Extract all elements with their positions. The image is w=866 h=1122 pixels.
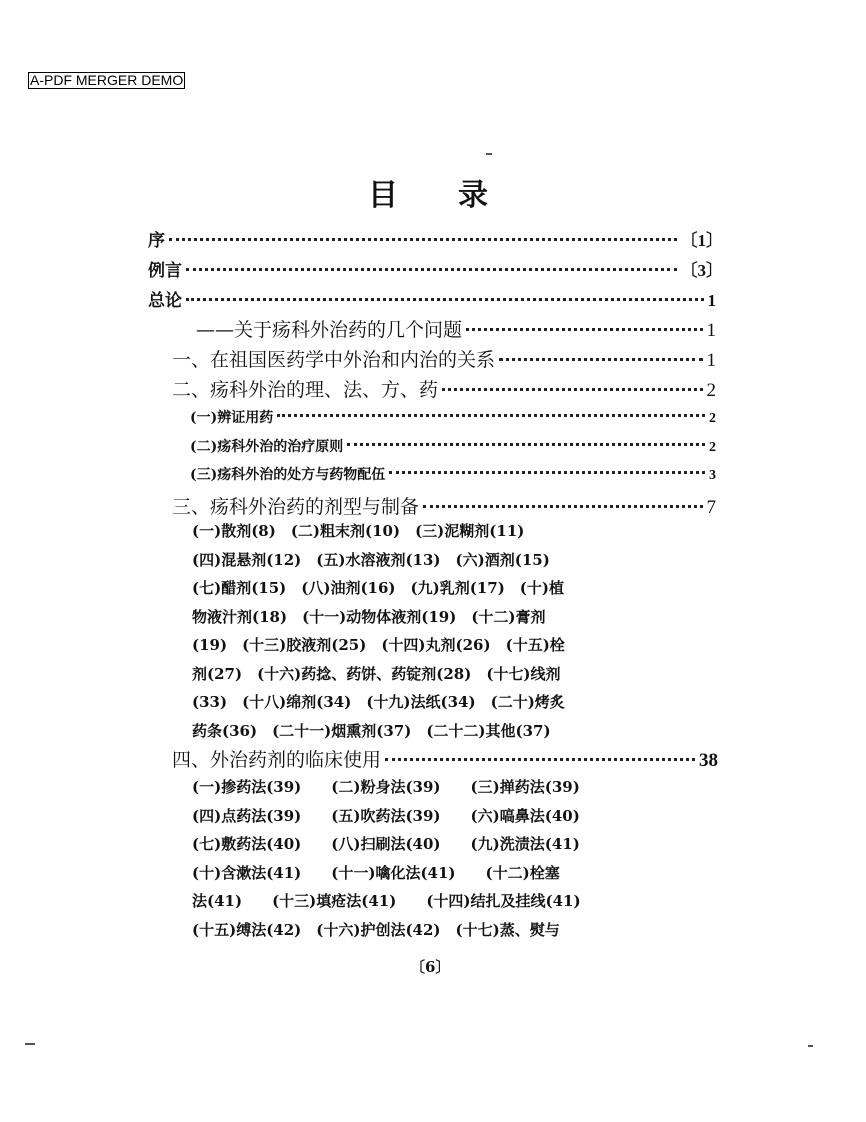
dot-leader xyxy=(442,388,702,391)
scan-speck xyxy=(808,1045,813,1047)
entry-label: ——关于疡科外治药的几个问题 xyxy=(196,319,463,341)
subitem-line: (十五)缚法(42) (十六)护创法(42) (十七)蒸、熨与 xyxy=(192,920,560,939)
subitem-line: (四)混悬剂(12) (五)水溶液剂(13) (六)酒剂(15) xyxy=(192,550,550,569)
entry-label: 例言 xyxy=(148,261,182,281)
entry-page: 〔3〕 xyxy=(680,261,723,280)
entry-page: 38 xyxy=(699,750,718,771)
toc-entry[interactable] xyxy=(148,256,723,281)
subitem-line: (七)敷药法(40) (八)扫刷法(40) (九)洗渍法(41) xyxy=(192,835,580,853)
subitem-line: (一)散剂(8) (二)粗末剂(10) (三)泥糊剂(11) xyxy=(192,522,525,540)
section4-subitems xyxy=(192,773,712,944)
dot-leader xyxy=(277,414,705,417)
toc-entry[interactable] xyxy=(148,286,716,311)
dot-leader xyxy=(423,505,702,508)
toc-entry[interactable] xyxy=(190,464,716,484)
toc-entry[interactable] xyxy=(172,345,716,372)
entry-page: 1 xyxy=(706,350,716,371)
watermark: A-PDF MERGER DEMO xyxy=(30,72,184,88)
subitem-line: (33) (十八)绵剂(34) (十九)法纸(34) (二十)烤炙 xyxy=(192,693,565,711)
toc-entry[interactable] xyxy=(196,315,716,342)
entry-label: (三)疡科外治的处方与药物配伍 xyxy=(190,467,386,483)
subitem-line: 物液汁剂(18) (十一)动物体液剂(19) (十二)膏剂 xyxy=(192,607,546,626)
scan-speck xyxy=(25,1043,35,1045)
subitem-line: (十)含漱法(41) (十一)噙化法(41) (十二)栓塞 xyxy=(192,863,560,882)
subitem-line: (19) (十三)胶液剂(25) (十四)丸剂(26) (十五)栓 xyxy=(192,636,565,654)
dot-leader xyxy=(385,758,695,761)
toc-entry[interactable] xyxy=(190,436,716,456)
page-title: 目录 xyxy=(368,178,548,213)
entry-label: 三、疡科外治药的剂型与制备 xyxy=(172,496,420,518)
entry-label: 二、疡科外治的理、法、方、药 xyxy=(172,379,439,401)
entry-label: (二)疡科外治的治疗原则 xyxy=(190,439,344,455)
subitem-line: (四)点药法(39) (五)吹药法(39) (六)嗃鼻法(40) xyxy=(192,806,580,825)
entry-label: 总论 xyxy=(148,291,182,311)
entry-page: 2 xyxy=(709,411,716,426)
toc-entry[interactable] xyxy=(172,492,716,519)
entry-page: 2 xyxy=(706,380,716,401)
dot-leader xyxy=(499,358,702,361)
dot-leader xyxy=(389,471,705,474)
page-number: 〔6〕 xyxy=(410,958,451,976)
toc-entry[interactable] xyxy=(148,226,723,251)
subitem-line: (七)醋剂(15) (八)油剂(16) (九)乳剂(17) (十)植 xyxy=(192,579,564,597)
entry-page: 1 xyxy=(706,320,716,341)
subitem-line: 剂(27) (十六)药捻、药饼、药锭剂(28) (十七)线剂 xyxy=(192,664,561,683)
entry-page: 2 xyxy=(709,440,716,455)
entry-label: (一)辨证用药 xyxy=(190,410,274,426)
subitem-line: (一)掺药法(39) (二)粉身法(39) (三)掸药法(39) xyxy=(192,778,580,796)
dot-leader xyxy=(169,238,677,241)
entry-label: 四、外治药剂的临床使用 xyxy=(172,749,382,771)
entry-page: 1 xyxy=(707,291,716,310)
toc-entry[interactable] xyxy=(190,407,716,427)
entry-page: 〔1〕 xyxy=(680,231,723,250)
entry-label: 一、在祖国医药学中外治和内治的关系 xyxy=(172,349,496,371)
dot-leader xyxy=(186,268,677,271)
subitem-line: 药条(36) (二十一)烟熏剂(37) (二十二)其他(37) xyxy=(192,721,551,740)
section3-subitems xyxy=(192,517,712,745)
subitem-line: 法(41) (十三)填疮法(41) (十四)结扎及挂线(41) xyxy=(192,892,581,910)
dot-leader xyxy=(186,298,704,301)
entry-page: 7 xyxy=(706,497,716,518)
scan-speck xyxy=(486,153,492,155)
toc-entry[interactable] xyxy=(172,745,718,772)
entry-label: 序 xyxy=(148,231,165,251)
toc-entry[interactable] xyxy=(172,375,716,402)
entry-page: 3 xyxy=(709,468,716,483)
dot-leader xyxy=(466,328,702,331)
dot-leader xyxy=(347,443,705,446)
